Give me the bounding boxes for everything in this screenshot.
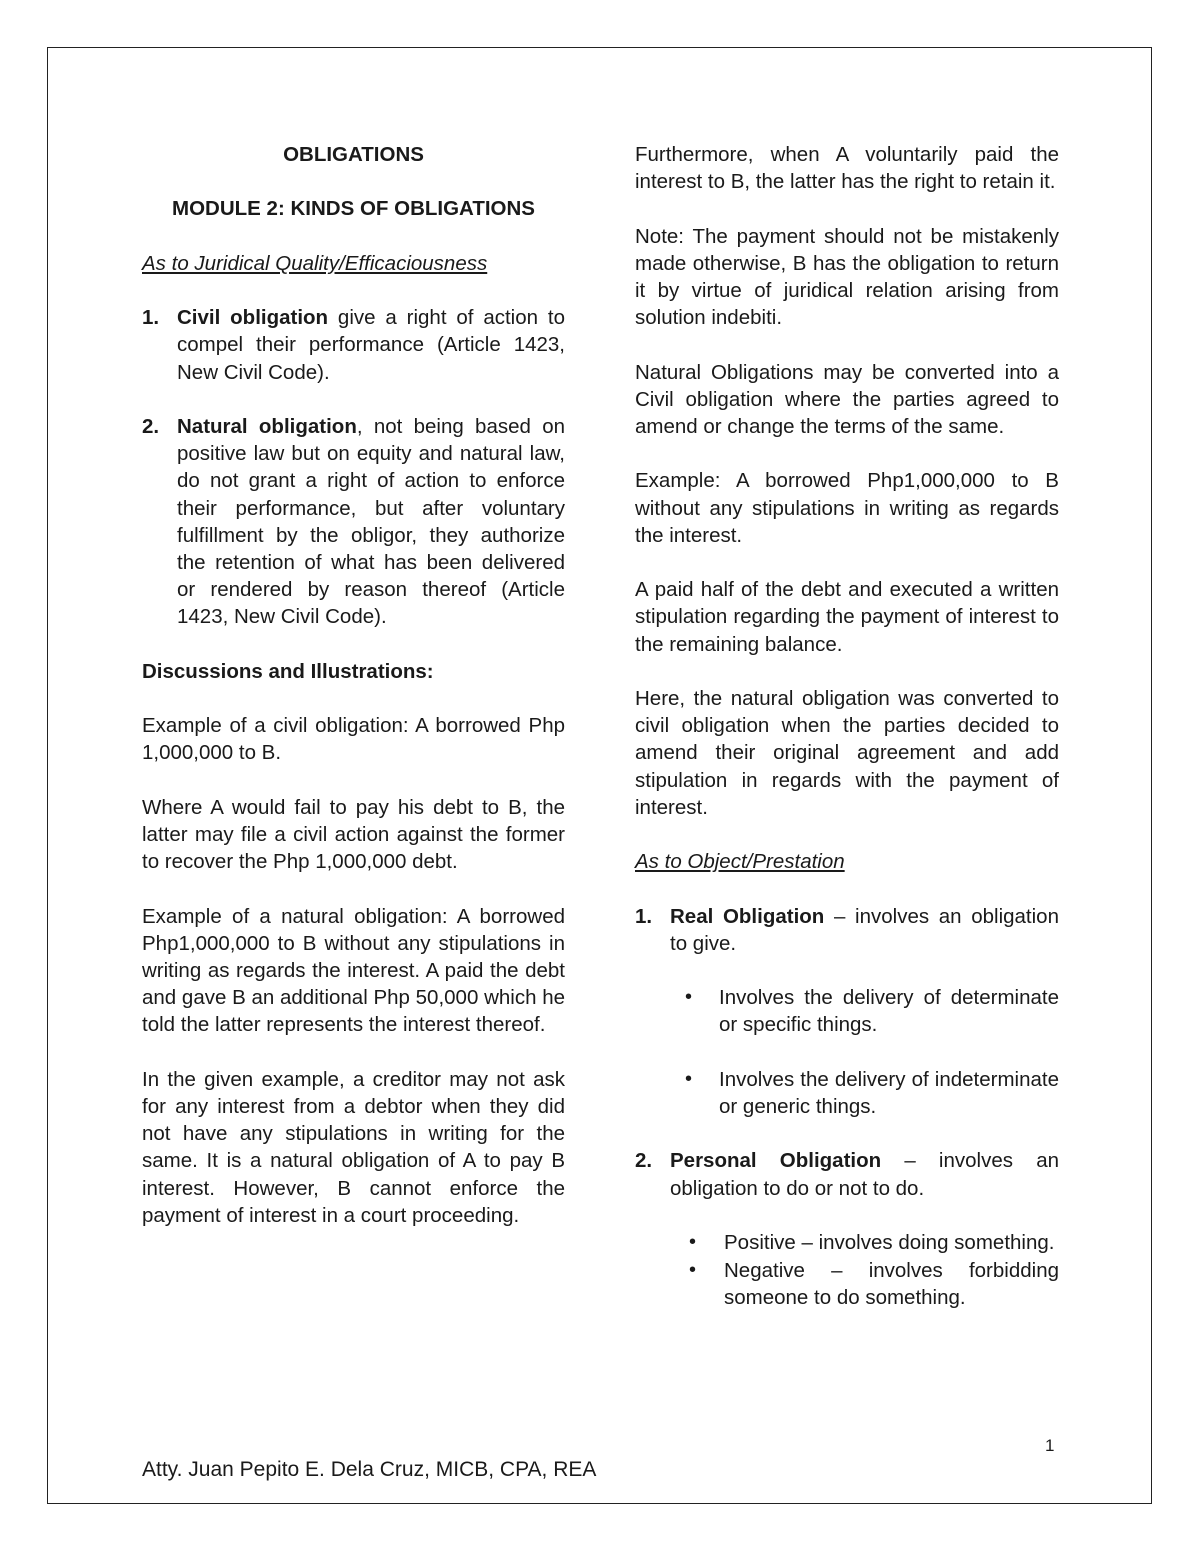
bullet-text: Involves the delivery of determinate or specific things.	[719, 986, 1059, 1037]
definition-text: – involves an obligation to do or not to do.	[670, 1149, 1059, 1200]
paragraph: Example of a natural obligation: A borrowed Php1,000,000 to B without any stipulations in writing as regards the interest. A paid the debt and gave B an additional Php 50,000 which he told the latter represents the interest thereof.	[142, 904, 565, 1037]
list-item-civil-obligation	[142, 304, 565, 386]
paragraph: Here, the natural obligation was converted to civil obligation when the parties decided to amend their original agreement and add stipulation in regards with the payment of interest.	[635, 686, 1059, 819]
page-number: 1	[1045, 1436, 1055, 1455]
list-number: 2.	[142, 414, 160, 438]
paragraph: Natural Obligations may be converted into a Civil obligation where the parties agreed to amend or change the terms of the same.	[635, 360, 1059, 438]
section-heading-object: As to Object/Prestation	[635, 850, 845, 874]
right-column	[635, 141, 1059, 1339]
bullet-icon: •	[685, 1067, 693, 1090]
paragraph: Example of a civil obligation: A borrowed Php 1,000,000 to B.	[142, 714, 565, 765]
module-title: MODULE 2: KINDS OF OBLIGATIONS	[172, 197, 535, 221]
list-item-personal-obligation	[635, 1147, 1059, 1201]
paragraph: A paid half of the debt and executed a written stipulation regarding the payment of interest to the remaining balance.	[635, 578, 1059, 656]
paragraph: In the given example, a creditor may not ask for any interest from a debtor when they did not have any stipulations in writing for the same. It is a natural obligation of A to pay B interest. However, B cannot enforce the payment of interest in a court proceeding.	[142, 1067, 565, 1227]
list-item-real-obligation	[635, 903, 1059, 957]
paragraph: Furthermore, when A voluntarily paid the interest to B, the latter has the right to retain it.	[635, 143, 1059, 194]
bullet-icon: •	[689, 1259, 697, 1282]
paragraph: Note: The payment should not be mistakenly made otherwise, B has the obligation to return it by virtue of juridical relation arising from solution indebiti.	[635, 224, 1059, 330]
left-column	[142, 141, 565, 1256]
definition-text: give a right of action to compel their performance (Article 1423, New Civil Code).	[177, 306, 565, 384]
real-obligation-bullets	[635, 984, 1059, 1120]
personal-obligation-bullets	[635, 1229, 1059, 1312]
term-civil-obligation: Civil obligation	[177, 306, 329, 330]
document-title: OBLIGATIONS	[283, 143, 424, 166]
bullet-item	[635, 1257, 1059, 1311]
list-item-natural-obligation	[142, 413, 565, 631]
bullet-item	[635, 1229, 1059, 1256]
definition-text: , not being based on positive law but on equity and natural law, do not grant a right of action to enforce their performance, but after voluntary fulfillment by the obligor, they authorize the retention of what has been delivered or rendered by reason thereof (Article 1423, New Civil Code).	[177, 414, 565, 629]
footer-author: Atty. Juan Pepito E. Dela Cruz, MICB, CPA, REA	[142, 1458, 597, 1481]
bullet-icon: •	[685, 986, 693, 1009]
definition-text: – involves an obligation to give.	[670, 904, 1059, 955]
bullet-text: Involves the delivery of indeterminate or generic things.	[719, 1067, 1059, 1118]
bullet-icon: •	[689, 1230, 697, 1253]
paragraph: Where A would fail to pay his debt to B, the latter may file a civil action against the former to recover the Php 1,000,000 debt.	[142, 795, 565, 874]
section-heading-juridical: As to Juridical Quality/Efficaciousness	[142, 251, 488, 275]
list-number: 2.	[635, 1149, 653, 1173]
bullet-text: Negative – involves forbidding someone to do something.	[724, 1259, 1059, 1310]
term-personal-obligation: Personal Obligation	[670, 1149, 882, 1173]
bullet-item	[635, 1066, 1059, 1120]
bullet-item	[635, 984, 1059, 1038]
bullet-text: Positive – involves doing something.	[724, 1230, 1055, 1254]
list-number: 1.	[142, 306, 160, 330]
term-real-obligation: Real Obligation	[670, 904, 825, 928]
term-natural-obligation: Natural obligation	[177, 414, 357, 438]
paragraph: Example: A borrowed Php1,000,000 to B without any stipulations in writing as regards the interest.	[635, 469, 1059, 547]
discussions-heading: Discussions and Illustrations:	[142, 659, 434, 683]
list-number: 1.	[635, 904, 653, 928]
